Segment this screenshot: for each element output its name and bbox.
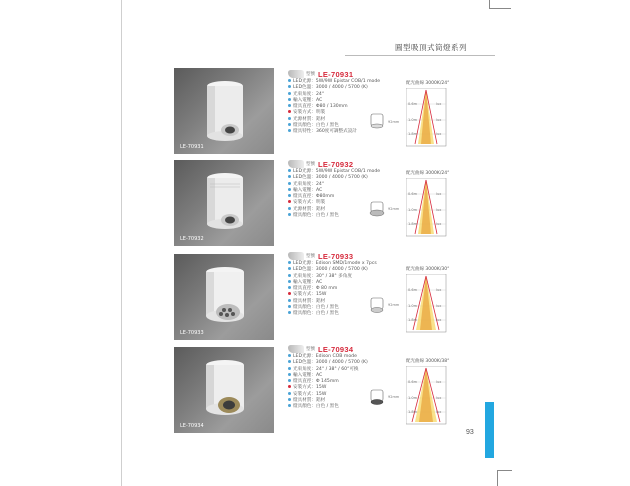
spec-line: 輸入電壓：AC: [288, 98, 403, 104]
chart-tick: lux: [436, 318, 442, 322]
spec-line: 燈具顏色：白色 / 黑色: [288, 311, 403, 317]
spec-line: 輸入電壓：AC: [288, 280, 403, 286]
product-photo-4: [174, 347, 274, 433]
chart-tick: 1.0m: [408, 304, 417, 308]
crop-mark-left-vertical: [121, 0, 122, 486]
spec-line: 燈具顏色：白色 / 黑色: [288, 404, 403, 410]
bullet-dot-icon: [288, 169, 291, 172]
chart-tick: lux: [436, 192, 442, 196]
product-photo-1: [174, 68, 274, 154]
spec-line: 安裝方式：明裝: [288, 110, 403, 116]
spec-line: 燈具顏色：白色 / 黑色: [288, 213, 403, 219]
chart-tick: 1.8m: [408, 410, 417, 414]
chart-tick: 1.8m: [408, 132, 417, 136]
chart-tick: 1.0m: [408, 208, 417, 212]
spec-line: LED光源：Edison COB mode: [288, 354, 403, 360]
dimension-label: 92mm: [388, 120, 400, 124]
bullet-dot-icon: [288, 280, 291, 283]
bullet-dot-icon: [288, 110, 291, 113]
product-photo-2: [174, 160, 274, 246]
bullet-dot-icon: [288, 311, 291, 314]
spec-line: 輸入電壓：AC: [288, 188, 403, 194]
bullet-dot-icon: [288, 392, 291, 395]
series-label: 型號: [306, 254, 315, 259]
spec-line: 燈具顏色：白色 / 黑色: [288, 305, 403, 311]
led-badge-icon: [288, 160, 304, 168]
light-distribution-chart-2: [406, 170, 470, 240]
product-photo-3: [174, 254, 274, 340]
chart-title: 配光曲線 3000K/24°: [406, 81, 450, 86]
chart-tick: lux: [436, 132, 442, 136]
spec-line: 光源材質：鋁材: [288, 207, 403, 213]
spec-line: LED色溫：3000 / 4000 / 5700 (K): [288, 85, 403, 91]
bullet-dot-icon: [288, 274, 291, 277]
chart-tick: lux: [436, 288, 442, 292]
spec-line: LED色溫：3000 / 4000 / 5700 (K): [288, 360, 403, 366]
bullet-dot-icon: [288, 194, 291, 197]
chart-tick: lux: [436, 396, 442, 400]
section-tab: [485, 402, 494, 458]
chart-title: 配光曲線 3000K/38°: [406, 359, 450, 364]
chart-tick: lux: [436, 304, 442, 308]
bullet-dot-icon: [288, 92, 291, 95]
bullet-dot-icon: [288, 367, 291, 370]
downlight-adjustable-icon: [202, 78, 248, 146]
chart-tick: 1.0m: [408, 118, 417, 122]
spec-line: 光束角度：24°: [288, 92, 403, 98]
bullet-dot-icon: [288, 292, 291, 295]
spec-line: 安裝方式：明裝: [288, 200, 403, 206]
spec-line: LED色溫：3000 / 4000 / 5700 (K): [288, 267, 403, 273]
series-label: 型號: [306, 162, 315, 167]
bullet-dot-icon: [288, 286, 291, 289]
chart-tick: lux: [436, 208, 442, 212]
crop-mark-bottom-vertical: [497, 470, 498, 486]
bullet-dot-icon: [288, 261, 291, 264]
spec-line: 光束角度：24° / 38° / 60°可換: [288, 367, 403, 373]
spec-line: LED光源：5W/9W Epistar COB/1 mode: [288, 79, 403, 85]
page-number: 93: [466, 429, 474, 436]
chart-tick: 0.6m: [408, 380, 417, 384]
series-label: 型號: [306, 72, 315, 77]
bullet-dot-icon: [288, 182, 291, 185]
bullet-dot-icon: [288, 267, 291, 270]
spec-line: LED光源：5W/9W Epistar COB/1 mode: [288, 169, 403, 175]
model-number: LE-70934: [318, 344, 354, 354]
chart-tick: lux: [436, 222, 442, 226]
spec-line: 光束角度：30° / 38° 多角度: [288, 274, 403, 280]
bullet-dot-icon: [288, 104, 291, 107]
photo-code-label: LE-70932: [180, 236, 204, 242]
dimension-label: 92mm: [388, 395, 400, 399]
bullet-dot-icon: [288, 373, 291, 376]
spec-line: 燈具特性：360度可調整式設計: [288, 129, 403, 135]
bullet-dot-icon: [288, 117, 291, 120]
page-title: 圓型吸頂式筒燈系列: [395, 43, 467, 52]
dimension-label: 92mm: [388, 303, 400, 307]
spec-line: 燈具材質：鋁材: [288, 398, 403, 404]
dimension-drawing-icon: [368, 112, 386, 130]
spec-line: 安裝方式：15W: [288, 385, 403, 391]
spec-line: 燈具直徑：Φ80mm: [288, 194, 403, 200]
spec-line: LED光源：Edison SMD/1mode x 7pcs: [288, 261, 403, 267]
chart-tick: 1.8m: [408, 222, 417, 226]
led-badge-icon: [288, 345, 304, 353]
spec-line: 安裝方式：15W: [288, 292, 403, 298]
photo-code-label: LE-70934: [180, 423, 204, 429]
spec-line: 燈具材質：鋁材: [288, 299, 403, 305]
dimension-label: 92mm: [388, 207, 400, 211]
crop-mark-top-horizontal: [489, 8, 511, 9]
chart-tick: 1.0m: [408, 396, 417, 400]
spec-line: LED色溫：3000 / 4000 / 5700 (K): [288, 175, 403, 181]
bullet-dot-icon: [288, 85, 291, 88]
spec-line: 燈具直徑：Φ 145mm: [288, 379, 403, 385]
chart-tick: 0.6m: [408, 192, 417, 196]
photo-code-label: LE-70931: [180, 144, 204, 150]
light-distribution-chart-1: [406, 80, 470, 150]
bullet-dot-icon: [288, 404, 291, 407]
bullet-dot-icon: [288, 79, 291, 82]
bullet-dot-icon: [288, 385, 291, 388]
dimension-drawing-icon: [368, 388, 386, 406]
model-number: LE-70933: [318, 251, 354, 261]
spec-line: 光源材質：鋁材: [288, 117, 403, 123]
photo-code-label: LE-70933: [180, 330, 204, 336]
bullet-dot-icon: [288, 200, 291, 203]
bullet-dot-icon: [288, 398, 291, 401]
bullet-dot-icon: [288, 213, 291, 216]
crop-mark-bottom-horizontal: [497, 470, 512, 471]
chart-tick: 0.6m: [408, 102, 417, 106]
chart-tick: 1.8m: [408, 318, 417, 322]
bullet-dot-icon: [288, 123, 291, 126]
bullet-dot-icon: [288, 188, 291, 191]
bullet-dot-icon: [288, 299, 291, 302]
spec-line: 燈具直徑：Φ80 / 130mm: [288, 104, 403, 110]
spec-line: 輸入電壓：AC: [288, 373, 403, 379]
spec-line: 安裝方式：15W: [288, 392, 403, 398]
header-divider: [345, 55, 495, 56]
model-number: LE-70932: [318, 159, 354, 169]
bullet-dot-icon: [288, 207, 291, 210]
downlight-cob-icon: [202, 357, 248, 425]
spec-line: 燈具直徑：Φ 80 mm: [288, 286, 403, 292]
chart-tick: lux: [436, 102, 442, 106]
bullet-dot-icon: [288, 129, 291, 132]
bullet-dot-icon: [288, 360, 291, 363]
light-distribution-chart-4: [406, 358, 470, 428]
bullet-dot-icon: [288, 379, 291, 382]
dimension-drawing-icon: [368, 200, 386, 218]
downlight-multi-led-icon: [202, 264, 248, 332]
bullet-dot-icon: [288, 98, 291, 101]
spec-line: 光束角度：24°: [288, 182, 403, 188]
chart-title: 配光曲線 3000K/24°: [406, 171, 450, 176]
led-badge-icon: [288, 70, 304, 78]
series-label: 型號: [306, 347, 315, 352]
led-badge-icon: [288, 252, 304, 260]
downlight-adjustable-icon: [202, 170, 248, 238]
model-number: LE-70931: [318, 69, 354, 79]
spec-line: 燈具顏色：白色 / 黑色: [288, 123, 403, 129]
bullet-dot-icon: [288, 305, 291, 308]
bullet-dot-icon: [288, 354, 291, 357]
light-distribution-chart-3: [406, 266, 470, 336]
chart-title: 配光曲線 3000K/30°: [406, 267, 450, 272]
chart-tick: lux: [436, 380, 442, 384]
chart-tick: lux: [436, 118, 442, 122]
dimension-drawing-icon: [368, 296, 386, 314]
chart-tick: 0.6m: [408, 288, 417, 292]
chart-tick: lux: [436, 410, 442, 414]
bullet-dot-icon: [288, 175, 291, 178]
crop-mark-top-vertical: [489, 0, 490, 8]
